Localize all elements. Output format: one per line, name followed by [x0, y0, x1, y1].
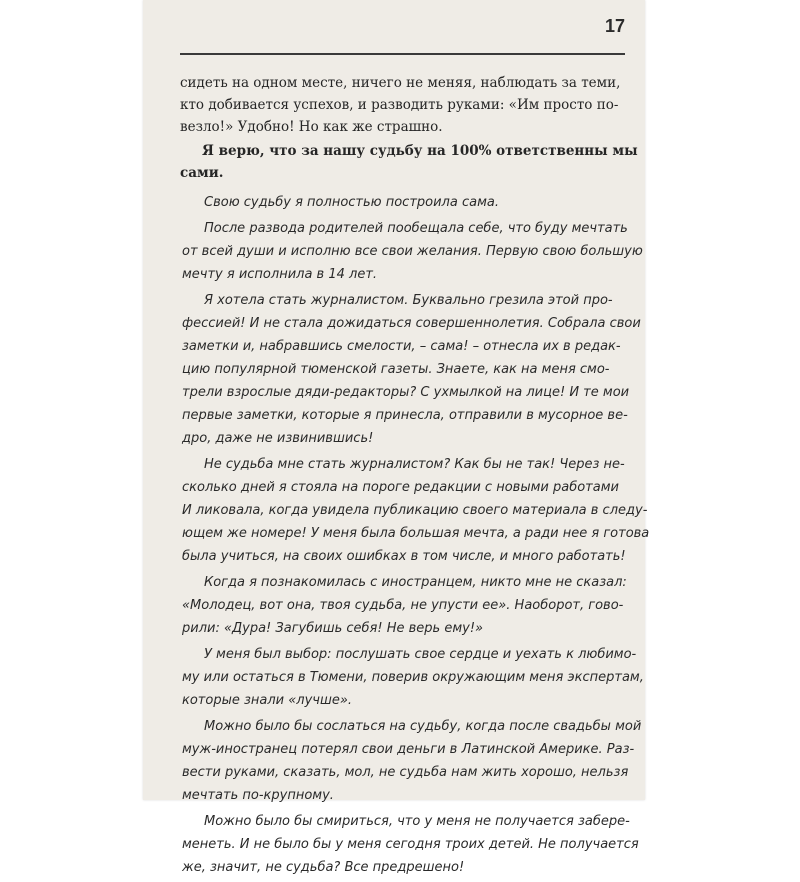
text-line: И ликовала, когда увидела публикацию своего материала в следу- — [182, 503, 648, 518]
text-line: которые знали «лучше». — [182, 693, 353, 708]
text-line: «Молодец, вот она, твоя судьба, не упусти ее». Наоборот, гово- — [182, 598, 624, 613]
text-line: трели взрослые дяди-редакторы? С ухмылкой на лице! И те мои — [182, 385, 630, 400]
text-line: ющем же номере! У меня была большая мечта, а ради нее я готова — [182, 526, 650, 541]
book-page — [143, 0, 650, 875]
text-line: После развода родителей пообещала себе, что буду мечтать — [204, 221, 628, 236]
paragraph — [182, 571, 627, 640]
text-line: мечту я исполнила в 14 лет. — [182, 267, 378, 282]
text-line: му или остаться в Тюмени, поверив окружающим меня экспертам, — [182, 670, 644, 685]
paragraph — [182, 643, 644, 712]
text-line: цию популярной тюменской газеты. Знаете, как на меня смо- — [182, 362, 610, 377]
text-line: Не судьба мне стать журналистом? Как бы не так! Через не- — [204, 457, 625, 472]
text-line: дро, даже не извинившись! — [182, 431, 374, 446]
text-line: сами. — [180, 165, 224, 181]
text-line: Можно было бы сослаться на судьбу, когда после свадьбы мой — [204, 719, 642, 734]
text-line: фессией! И не стала дожидаться совершеннолетия. Собрала свои — [182, 316, 641, 331]
text-line: Я верю, что за нашу судьбу на 100% ответственны мы — [202, 143, 638, 159]
text-line: сидеть на одном месте, ничего не меняя, наблюдать за теми, — [180, 75, 621, 91]
paragraph — [182, 715, 642, 807]
text-line: вести руками, сказать, мол, не судьба нам жить хорошо, нельзя — [182, 765, 629, 780]
text-line: первые заметки, которые я принесла, отправили в мусорное ве- — [182, 408, 628, 423]
text-line: от всей души и исполню все свои желания. Первую свою большую — [182, 244, 643, 259]
page-number: 17 — [604, 16, 625, 36]
text-line: заметки и, набравшись смелости, – сама! – отнесла их в редак- — [182, 339, 621, 354]
text-line: менеть. И не было бы у меня сегодня троих детей. Не получается — [182, 837, 639, 852]
text-line: рили: «Дура! Загубишь себя! Не верь ему!» — [182, 621, 484, 636]
text-line: Можно было бы смириться, что у меня не получается забере- — [204, 814, 630, 829]
text-line: Когда я познакомилась с иностранцем, никто мне не сказал: — [204, 575, 627, 590]
text-line: сколько дней я стояла на пороге редакции с новыми работами — [182, 480, 619, 495]
serif-text-block — [180, 72, 638, 184]
paragraph — [182, 289, 641, 450]
opening-paragraph — [180, 72, 628, 138]
paragraph — [182, 453, 650, 568]
text-line: мечтать по-крупному. — [182, 788, 334, 803]
text-line: кто добивается успехов, и разводить руками: «Им просто по- — [180, 97, 619, 113]
text-line: же, значит, не судьба? Все предрешено! — [182, 860, 465, 875]
text-line: У меня был выбор: послушать свое сердце и уехать к любимо- — [204, 647, 637, 662]
text-line: муж-иностранец потерял свои деньги в Латинской Америке. Раз- — [182, 742, 635, 757]
header-rule — [180, 53, 625, 55]
text-line: Свою судьбу я полностью построила сама. — [204, 195, 499, 210]
paragraph — [182, 191, 622, 214]
bold-statement — [180, 140, 638, 184]
text-line: Я хотела стать журналистом. Буквально грезила этой про- — [204, 293, 613, 308]
paragraph — [182, 217, 643, 286]
italic-text-block — [182, 191, 650, 882]
text-line: была учиться, на своих ошибках в том числе, и много работать! — [182, 549, 626, 564]
paragraph — [182, 810, 639, 879]
text-line: везло!» Удобно! Но как же страшно. — [180, 119, 443, 135]
